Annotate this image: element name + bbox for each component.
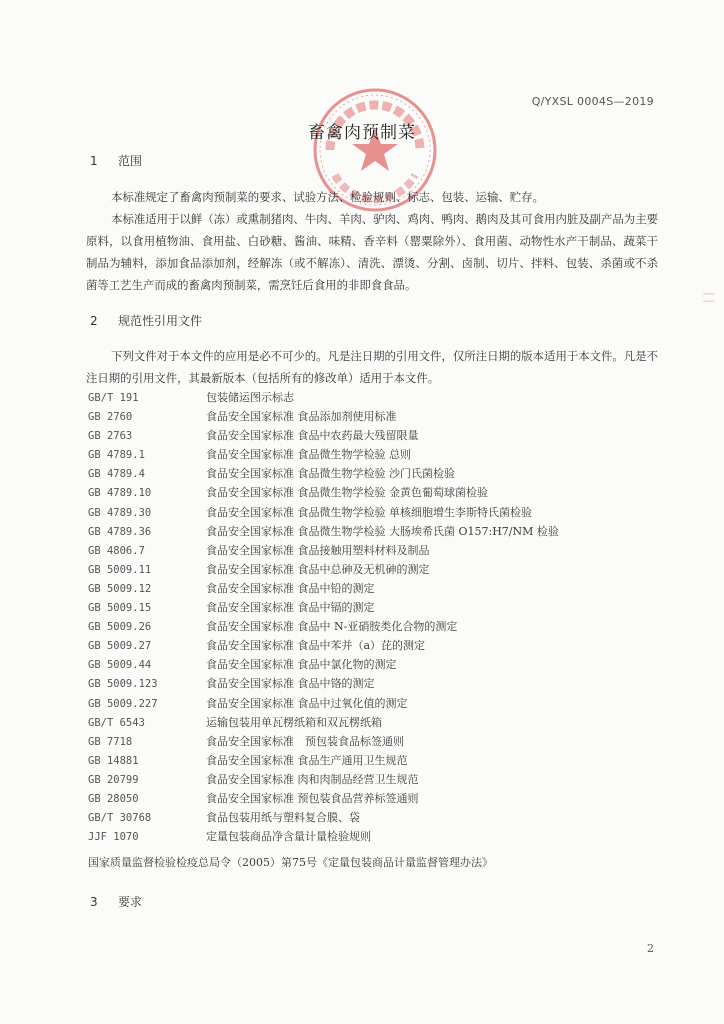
reference-code: GB 5009.12 — [88, 582, 152, 595]
reference-title: 食品安全国家标准 食品中农药最大残留限量 — [206, 429, 419, 443]
reference-row — [88, 636, 648, 655]
reference-row — [88, 827, 648, 846]
section-title: 范围 — [118, 154, 143, 168]
section-1-body — [86, 186, 658, 296]
section-title: 要求 — [118, 895, 143, 909]
reference-title: 定量包装商品净含量计量检验规则 — [206, 830, 371, 844]
reference-code: GB 2760 — [88, 411, 133, 424]
reference-row — [88, 713, 648, 732]
reference-code: GB 5009.26 — [88, 621, 152, 634]
reference-code: GB 20799 — [88, 773, 139, 786]
reference-row — [88, 426, 648, 445]
section-3-heading — [90, 893, 142, 910]
reference-title: 运输包装用单瓦楞纸箱和双瓦楞纸箱 — [206, 715, 382, 729]
reference-title: 食品安全国家标准 预包装食品标签通则 — [206, 734, 404, 748]
reference-row — [88, 388, 648, 407]
reference-row — [88, 483, 648, 502]
reference-code: GB 5009.15 — [88, 602, 152, 615]
reference-code: GB 4789.30 — [88, 506, 152, 519]
reference-title: 食品安全国家标准 肉和肉制品经营卫生规范 — [206, 772, 419, 786]
reference-code: JJF 1070 — [88, 831, 139, 844]
reference-row — [88, 655, 648, 674]
reference-title: 食品安全国家标准 食品添加剂使用标准 — [206, 410, 397, 424]
document-title: 畜禽肉预制菜 — [308, 123, 416, 143]
reference-code: GB 5009.44 — [88, 659, 152, 672]
reference-row — [88, 789, 648, 808]
reference-code: GB 4789.36 — [88, 525, 152, 538]
reference-title: 食品安全国家标准 食品中铬的测定 — [206, 677, 375, 691]
reference-title: 食品安全国家标准 食品微生物学检验 总则 — [206, 448, 411, 462]
section-number: 2 — [90, 314, 98, 328]
section-2-intro — [86, 345, 658, 389]
reference-title: 食品安全国家标准 食品中过氧化值的测定 — [206, 696, 408, 710]
reference-title: 食品安全国家标准 食品中苯并（a）芘的测定 — [206, 639, 426, 653]
section-1-heading — [90, 152, 142, 169]
reference-list — [88, 388, 648, 846]
paragraph: 下列文件对于本文件的应用是必不可少的。凡是注日期的引用文件，仅所注日期的版本适用于本文件。凡是不注日期的引用文件，其最新版本（包括所有的修改单）适用于本文件。 — [86, 349, 658, 385]
reference-row — [88, 407, 648, 426]
reference-title: 食品安全国家标准 食品接触用塑料材料及制品 — [206, 543, 430, 557]
reference-title: 食品安全国家标准 食品微生物学检验 大肠埃希氏菌 O157:H7/NM 检验 — [206, 524, 559, 538]
reference-title: 包装储运图示标志 — [206, 391, 294, 404]
paragraph: 本标准规定了畜禽肉预制菜的要求、试验方法、检验规则、标志、包装、运输、贮存。 — [111, 190, 544, 204]
reference-code: GB 4789.4 — [88, 468, 145, 481]
reference-title: 食品安全国家标准 食品中总砷及无机砷的测定 — [206, 562, 430, 576]
reference-code: GB/T 6543 — [88, 716, 145, 729]
reference-row — [88, 598, 648, 617]
section-title: 规范性引用文件 — [118, 314, 203, 328]
reference-title: 食品安全国家标准 食品微生物学检验 沙门氏菌检验 — [206, 467, 455, 481]
reference-title: 食品安全国家标准 食品生产通用卫生规范 — [206, 753, 408, 767]
document-code: Q/YXSL 0004S—2019 — [531, 95, 654, 108]
side-stamp-mark: | | — [703, 292, 716, 303]
reference-row — [88, 770, 648, 789]
reference-row — [88, 522, 648, 541]
reference-code: GB 7718 — [88, 735, 133, 748]
section-number: 3 — [90, 895, 98, 909]
reference-row — [88, 541, 648, 560]
reference-code: GB 2763 — [88, 430, 133, 443]
reference-code: GB 14881 — [88, 754, 139, 767]
reference-row — [88, 751, 648, 770]
reference-code: GB 5009.227 — [88, 697, 158, 710]
reference-code: GB 5009.11 — [88, 563, 152, 576]
page-number: 2 — [647, 942, 654, 955]
reference-title: 食品安全国家标准 食品微生物学检验 金黄色葡萄球菌检验 — [206, 486, 488, 500]
paragraph: 本标准适用于以鲜（冻）或熏制猪肉、牛肉、羊肉、驴肉、鸡肉、鸭肉、鹅肉及其可食用内脏及副产品为主要原料，以食用植物油、食用盐、白砂糖、酱油、味精、香辛料（罂粟除外）、食用菌、动物性水产干制品、蔬菜干制品为辅料，添加食品添加剂，经解冻（或不解冻）、清洗、漂烫、分割、卤制、切片、拌料、包装、杀菌或不杀菌等工艺生产而成的畜禽肉预制菜，需烹饪后食用的非即食食品。 — [86, 212, 658, 292]
reference-note: 国家质量监督检验检疫总局令（2005）第75号《定量包装商品计量监督管理办法》 — [88, 856, 493, 869]
reference-title: 食品安全国家标准 预包装食品营养标签通则 — [206, 791, 419, 805]
reference-title: 食品安全国家标准 食品中 N-亚硝胺类化合物的测定 — [206, 620, 458, 634]
reference-row — [88, 808, 648, 827]
reference-row — [88, 560, 648, 579]
reference-code: GB/T 191 — [88, 392, 139, 404]
reference-title: 食品安全国家标准 食品中镉的测定 — [206, 601, 375, 615]
reference-row — [88, 674, 648, 693]
reference-code: GB 28050 — [88, 792, 139, 805]
reference-row — [88, 617, 648, 636]
section-2-heading — [90, 312, 202, 329]
reference-title: 食品包装用纸与塑料复合膜、袋 — [206, 811, 360, 825]
reference-code: GB 4806.7 — [88, 544, 145, 557]
reference-title: 食品安全国家标准 食品中铅的测定 — [206, 581, 375, 595]
reference-code: GB/T 30768 — [88, 812, 152, 825]
reference-row — [88, 503, 648, 522]
reference-row — [88, 732, 648, 751]
reference-code: GB 4789.10 — [88, 487, 152, 500]
reference-code: GB 5009.27 — [88, 640, 152, 653]
reference-title: 食品安全国家标准 食品中氯化物的测定 — [206, 658, 397, 672]
reference-row — [88, 445, 648, 464]
reference-code: GB 4789.1 — [88, 449, 145, 462]
reference-row — [88, 464, 648, 483]
reference-row — [88, 579, 648, 598]
reference-code: GB 5009.123 — [88, 678, 158, 691]
reference-row — [88, 694, 648, 713]
reference-title: 食品安全国家标准 食品微生物学检验 单核细胞增生李斯特氏菌检验 — [206, 505, 532, 519]
section-number: 1 — [90, 154, 98, 168]
